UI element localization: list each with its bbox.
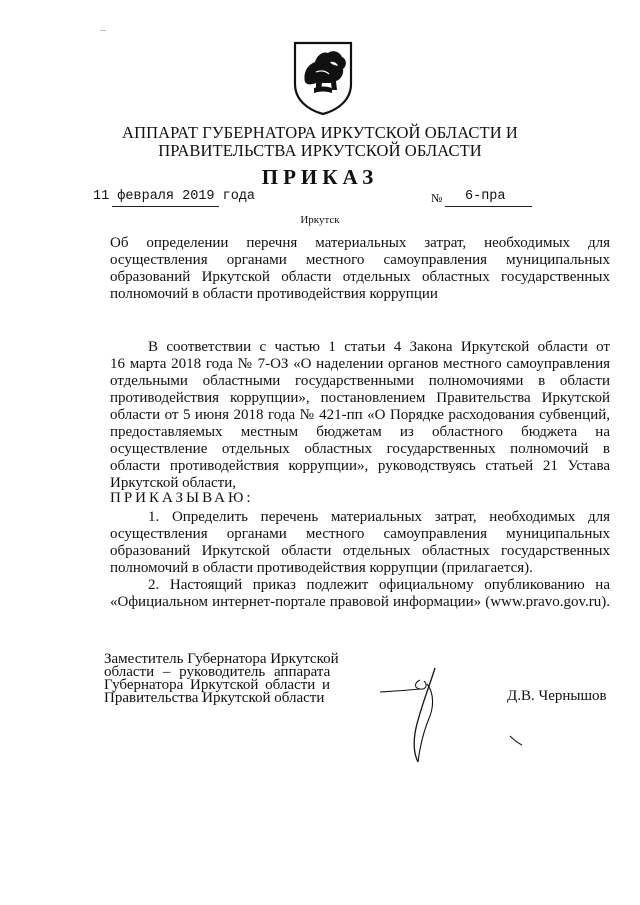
preamble-line: 16 марта 2018 года № 7-ОЗ «О наделении органов местного самоуправления	[110, 356, 610, 372]
number-sign: №	[431, 191, 443, 205]
organization-line-1: АППАРАТ ГУБЕРНАТОРА ИРКУТСКОЙ ОБЛАСТИ И	[122, 123, 518, 142]
preamble-line: отдельными областными государственными полномочиями в области	[110, 373, 610, 389]
order-item-line: осуществления органами местного самоуправления муниципальных	[110, 526, 610, 542]
signer-position-line: Правительства Иркутской области	[104, 690, 325, 706]
document-date: 11 февраля 2019 года	[93, 189, 256, 204]
signer-position-line: области – руководитель аппарата	[104, 664, 331, 680]
subject-line: Об определении перечня материальных затрат, необходимых для	[110, 235, 610, 251]
order-item-line: 1. Определить перечень материальных затрат, необходимых для	[148, 509, 610, 525]
preamble-line: области противодействия коррупции», руководствуясь статьей 21 Устава	[110, 458, 610, 474]
date-underline	[112, 206, 219, 207]
preamble-line: Иркутской области,	[110, 475, 236, 491]
organization-line-2: ПРАВИТЕЛЬСТВА ИРКУТСКОЙ ОБЛАСТИ	[158, 141, 482, 160]
handwritten-signature	[380, 650, 530, 770]
preamble-line: осуществление отдельных областных государственных полномочий в	[110, 441, 610, 457]
subject-line: образований Иркутской области отдельных областных государственных	[110, 269, 610, 285]
document-type-title: ПРИКАЗ	[261, 165, 379, 189]
order-item-line: образований Иркутской области отдельных областных государственных	[110, 543, 610, 559]
preamble-line: В соответствии с частью 1 статьи 4 Закона Иркутской области от	[148, 339, 610, 355]
city-name: Иркутск	[300, 214, 340, 226]
subject-line: осуществления органами местного самоуправления муниципальных	[110, 252, 610, 268]
order-item-line: «Официальном интернет-портале правовой информации» (www.pravo.gov.ru).	[110, 594, 610, 610]
signer-position-line: Губернатора Иркутской области и	[104, 677, 331, 693]
number-underline	[445, 206, 532, 207]
preamble-line: области от 5 июня 2018 года № 421-пп «О Порядке расходования субвенций,	[110, 407, 610, 423]
signer-position-line: Заместитель Губернатора Иркутской	[104, 651, 339, 667]
signer-name: Д.В. Чернышов	[507, 688, 607, 704]
document-number: 6-пра	[465, 189, 506, 204]
order-word: ПРИКАЗЫВАЮ:	[110, 490, 254, 506]
preamble-line: противодействия коррупции», постановлением Правительства Иркутской	[110, 390, 610, 406]
coat-of-arms-emblem	[292, 40, 354, 116]
order-item-line: 2. Настоящий приказ подлежит официальному опубликованию на	[148, 577, 610, 593]
order-item-line: полномочий в области противодействия коррупции (прилагается).	[110, 560, 533, 576]
subject-line: полномочий в области противодействия коррупции	[110, 286, 438, 302]
scan-mark	[100, 30, 106, 31]
preamble-line: предоставляемых местным бюджетам из областного бюджета на	[110, 424, 610, 440]
